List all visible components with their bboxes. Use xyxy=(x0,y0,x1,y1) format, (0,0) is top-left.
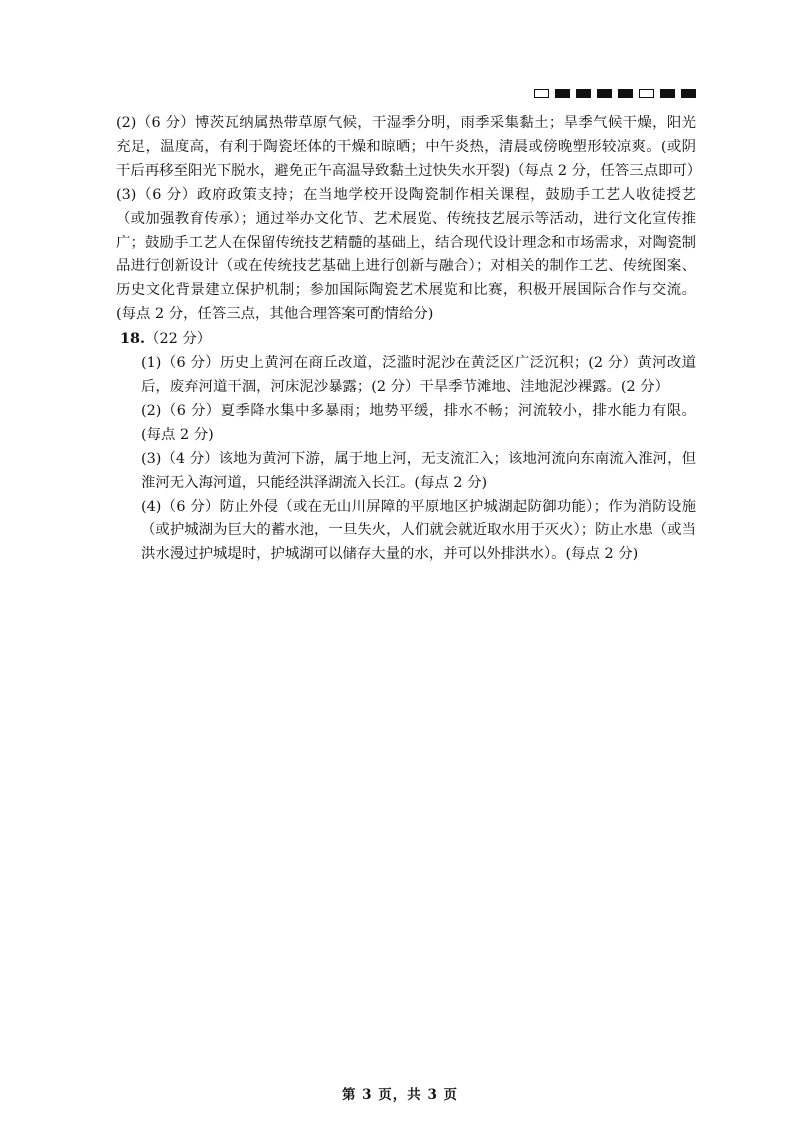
answer-content xyxy=(116,112,702,567)
header-mark-box-icon xyxy=(555,89,570,98)
header-mark-box-icon xyxy=(597,89,612,98)
page-number: 第 3 页，共 3 页 xyxy=(341,1087,459,1103)
answer-18-4: (4)（6 分）防止外侵（或在无山川屏障的平原地区护城湖起防御功能）；作为消防设施（或护城湖为巨大的蓄水池，一旦失火，人们就会就近取水用于灭火）；防止水患（或当洪水漫过护城堤时，护城湖可以储存大量的水，并可以外排洪水）。(每点 2 分) xyxy=(141,498,696,563)
question-18-number: 18. xyxy=(120,330,146,348)
header-marks xyxy=(534,89,696,98)
header-mark-box-icon xyxy=(534,89,549,98)
header-mark-box-icon xyxy=(660,89,675,98)
answer-17-3: (3)（6 分）政府政策支持；在当地学校开设陶瓷制作相关课程，鼓励手工艺人收徒授艺（或加强教育传承）；通过举办文化节、艺术展览、传统技艺展示等活动，进行文化宣传推广；鼓励手工艺人在保留传统技艺精髓的基础上，结合现代设计理念和市场需求，对陶瓷制品进行创新设计（或在传统技艺基础上进行创新与融合）；对相关的制作工艺、传统图案、历史文化背景建立保护机制；参加国际陶瓷艺术展览和比赛，积极开展国际合作与交流。(每点 2 分，任答三点，其他合理答案可酌情给分) xyxy=(116,186,696,323)
question-18-heading xyxy=(116,327,696,352)
header-mark-box-icon xyxy=(639,89,654,98)
answer-18-2: (2)（6 分）夏季降水集中多暴雨；地势平缓，排水不畅；河流较小，排水能力有限。(每点 2 分) xyxy=(141,402,696,443)
answer-17-2: (2)（6 分）博茨瓦纳属热带草原气候，干湿季分明，雨季采集黏土；旱季气候干燥，阳光充足，温度高，有利于陶瓷坯体的干燥和晾晒；中午炎热，清晨或傍晚塑形较凉爽。(或阴干后再移至阳光下脱水，避免正午高温导致黏土过快失水开裂)（每点 2 分，任答三点即可） xyxy=(116,115,702,179)
header-mark-box-icon xyxy=(576,89,591,98)
header-mark-box-icon xyxy=(618,89,633,98)
question-18-score: （22 分） xyxy=(145,331,212,348)
header-mark-box-icon xyxy=(681,89,696,98)
answer-18-3: (3)（4 分）该地为黄河下游，属于地上河，无支流汇入；该地河流向东南流入淮河，但淮河无入海河道，只能经洪泽湖流入长江。(每点 2 分) xyxy=(141,450,696,491)
answer-18-1: (1)（6 分）历史上黄河在商丘改道，泛滥时泥沙在黄泛区广泛沉积；(2 分）黄河改道后，废弃河道干涸，河床泥沙暴露；(2 分）干旱季节滩地、洼地泥沙裸露。(2 分） xyxy=(141,355,696,395)
